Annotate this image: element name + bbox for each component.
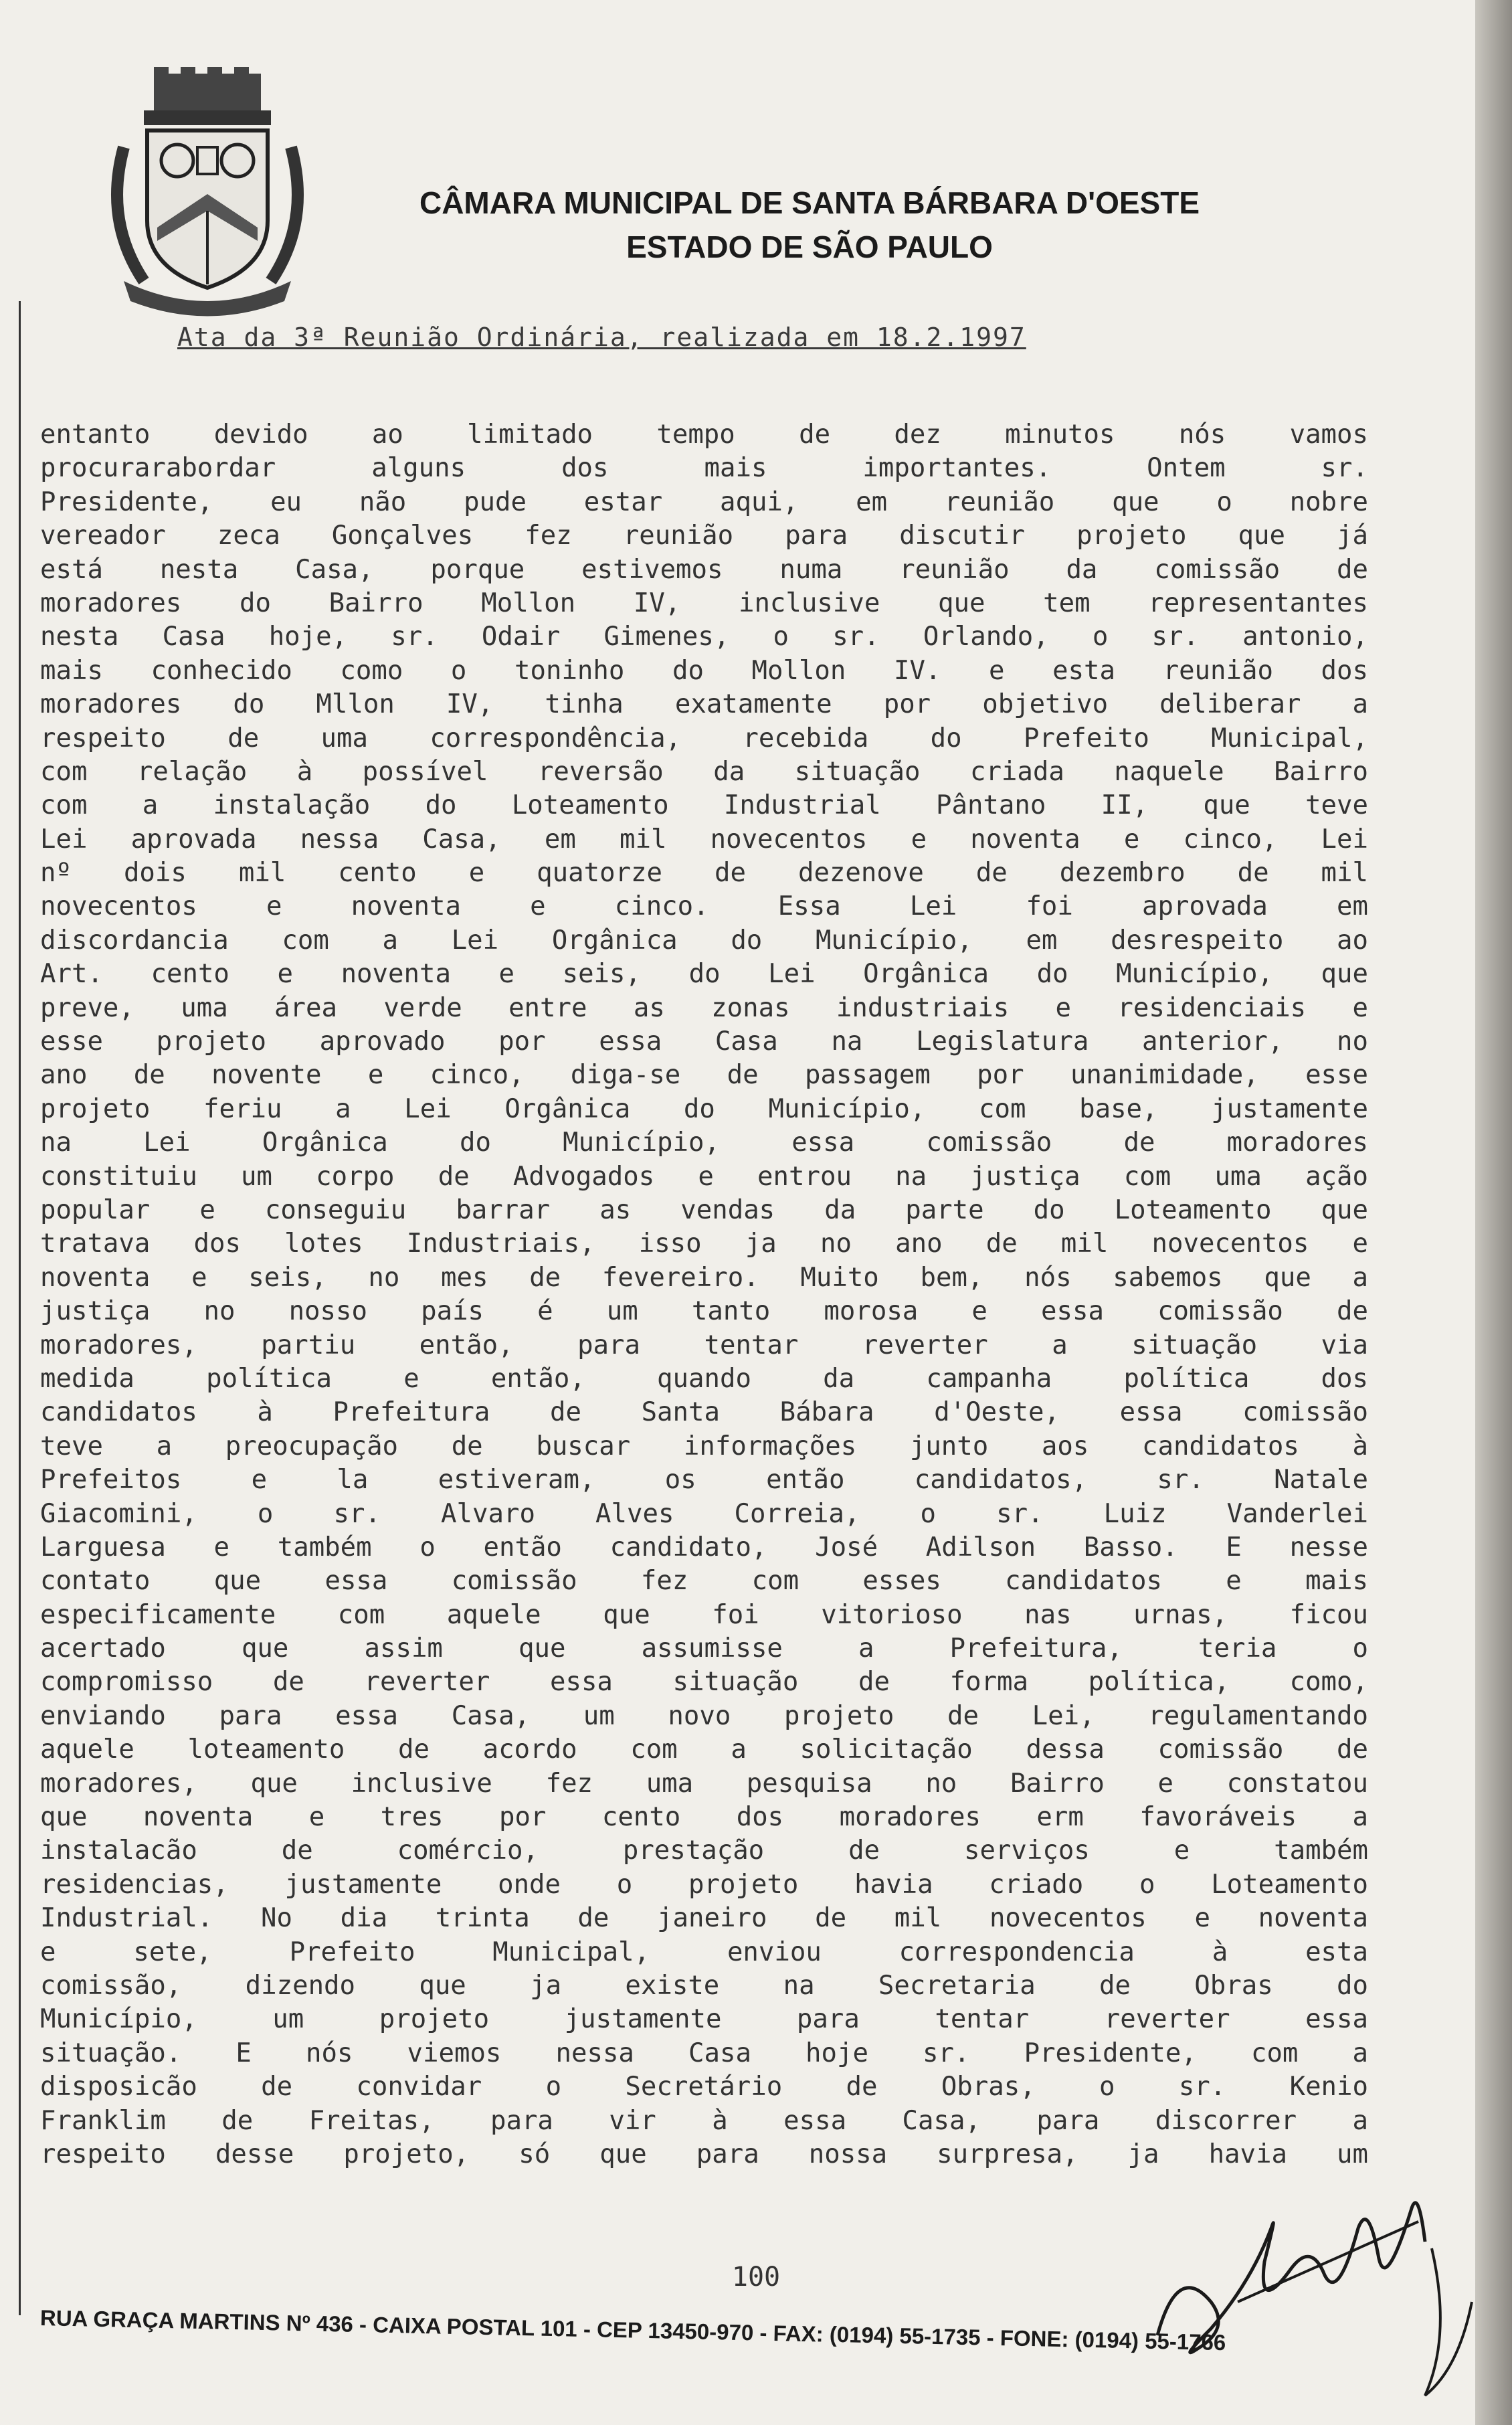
body-line: popular e conseguiu barrar as vendas da parte do Loteamento que [40,1194,1368,1225]
body-line: novecentos e noventa e cinco. Essa Lei foi aprovada em [40,891,1368,922]
body-line: Franklim de Freitas, para vir à essa Casa, para discorrer a [40,2105,1368,2136]
body-line: discordancia com a Lei Orgânica do Município, em desrespeito ao [40,925,1368,956]
body-line: com a instalação do Loteamento Industrial Pântano II, que teve [40,790,1368,821]
body-line: justiça no nosso país é um tanto morosa e essa comissão de [40,1296,1368,1327]
body-line: projeto feriu a Lei Orgânica do Município, com base, justamente [40,1093,1368,1124]
footer-address: RUA GRAÇA MARTINS Nº 436 - CAIXA POSTAL 101 - CEP 13450-970 - FAX: (0194) 55-1735 - FONE: (0194) 55-1766 [39,2305,1226,2355]
body-line: medida política e então, quando da campanha política dos [40,1363,1368,1394]
body-line: compromisso de reverter essa situação de forma política, como, [40,1667,1368,1698]
body-line: nesta Casa hoje, sr. Odair Gimenes, o sr. Orlando, o sr. antonio, [40,622,1368,652]
body-line: entanto devido ao limitado tempo de dez minutos nós vamos [40,420,1368,450]
page-number: 100 [731,2262,781,2293]
body-line: moradores, que inclusive fez uma pesquisa no Bairro e constatou [40,1768,1368,1799]
body-line: esse projeto aprovado por essa Casa na Legislatura anterior, no [40,1026,1368,1057]
body-line: enviando para essa Casa, um novo projeto de Lei, regulamentando [40,1700,1368,1731]
body-line: com relação à possível reversão da situação criada naquele Bairro [40,756,1368,787]
body-line: Giacomini, o sr. Alvaro Alves Correia, o sr. Luiz Vanderlei [40,1498,1368,1529]
body-line: respeito de uma correspondência, recebida do Prefeito Municipal, [40,723,1368,753]
institution-name: CÂMARA MUNICIPAL DE SANTA BÁRBARA D'OESTE [419,185,1200,220]
body-line: Lei aprovada nessa Casa, em mil novecentos e noventa e cinco, Lei [40,824,1368,855]
body-line: moradores do Bairro Mollon IV, inclusive que tem representantes [40,588,1368,618]
body-line: que noventa e tres por cento dos moradores erm favoráveis a [40,1802,1368,1833]
body-line: preve, uma área verde entre as zonas industriais e residenciais e [40,992,1368,1023]
body-line: disposicão de convidar o Secretário de Obras, o sr. Kenio [40,2072,1368,2102]
body-line: procurarabordar alguns dos mais importantes. Ontem sr. [40,453,1368,484]
document-header [368,181,1251,269]
body-line: nº dois mil cento e quatorze de dezenove de dezembro de mil [40,858,1368,889]
body-line: Presidente, eu não pude estar aqui, em reunião que o nobre [40,486,1368,517]
body-line: teve a preocupação de buscar informações junto aos candidatos à [40,1431,1368,1461]
body-line: Art. cento e noventa e seis, do Lei Orgânica do Município, que [40,959,1368,990]
coat-of-arms-icon [97,67,318,321]
body-line: Município, um projeto justamente para tentar reverter essa [40,2004,1368,2035]
minutes-body [40,418,1368,2171]
margin-rule [19,301,21,2315]
body-line: especificamente com aquele que foi vitorioso nas urnas, ficou [40,1599,1368,1630]
body-line: mais conhecido como o toninho do Mollon IV. e esta reunião dos [40,655,1368,686]
body-line: e sete, Prefeito Municipal, enviou correspondencia à esta [40,1937,1368,1967]
body-line: comissão, dizendo que ja existe na Secretaria de Obras do [40,1970,1368,2001]
body-line: noventa e seis, no mes de fevereiro. Muito bem, nós sabemos que a [40,1262,1368,1293]
body-line: tratava dos lotes Industriais, isso ja no ano de mil novecentos e [40,1229,1368,1259]
body-line: Larguesa e também o então candidato, José Adilson Basso. E nesse [40,1532,1368,1562]
body-line: acertado que assim que assumisse a Prefeitura, teria o [40,1633,1368,1664]
body-line: ano de novente e cinco, diga-se de passagem por unanimidade, esse [40,1060,1368,1091]
body-line: situação. E nós viemos nessa Casa hoje sr. Presidente, com a [40,2038,1368,2068]
body-line: Industrial. No dia trinta de janeiro de mil novecentos e noventa [40,1903,1368,1934]
body-line: vereador zeca Gonçalves fez reunião para discutir projeto que já [40,521,1368,551]
page-edge-shadow [1475,0,1512,2425]
signature-icon [1137,2168,1485,2409]
body-line: na Lei Orgânica do Município, essa comissão de moradores [40,1128,1368,1158]
body-line: candidatos à Prefeitura de Santa Bábara d'Oeste, essa comissão [40,1397,1368,1428]
body-line: contato que essa comissão fez com esses candidatos e mais [40,1566,1368,1597]
body-line: está nesta Casa, porque estivemos numa reunião da comissão de [40,554,1368,585]
body-line: instalacão de comércio, prestação de serviços e também [40,1835,1368,1866]
body-line: respeito desse projeto, só que para nossa surpresa, ja havia um [40,2139,1368,2169]
body-line: residencias, justamente onde o projeto havia criado o Loteamento [40,1869,1368,1900]
body-line: moradores, partiu então, para tentar reverter a situação via [40,1330,1368,1360]
minutes-title: Ata da 3ª Reunião Ordinária, realizada em 18.2.1997 [177,323,1026,352]
body-line: Prefeitos e la estiveram, os então candidatos, sr. Natale [40,1465,1368,1496]
body-line: aquele loteamento de acordo com a solicitação dessa comissão de [40,1734,1368,1765]
body-line: moradores do Mllon IV, tinha exatamente por objetivo deliberar a [40,689,1368,720]
state-name: ESTADO DE SÃO PAULO [626,230,993,264]
body-line: constituiu um corpo de Advogados e entrou na justiça com uma ação [40,1161,1368,1192]
